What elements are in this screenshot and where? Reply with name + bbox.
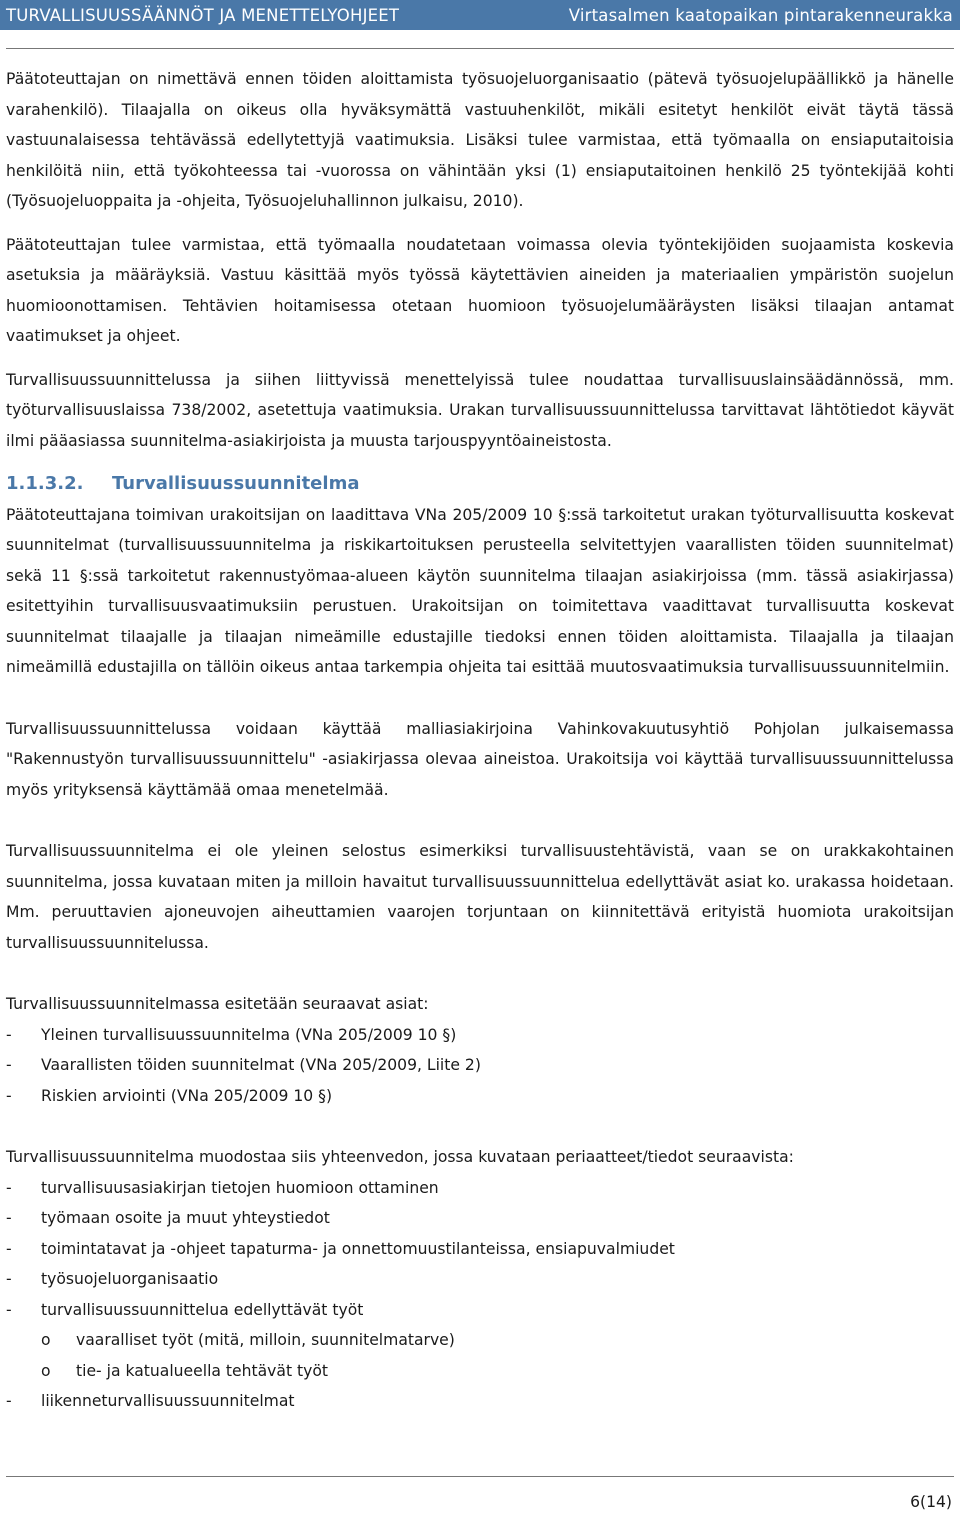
sub-list [6, 1325, 954, 1386]
page-number: 6(14) [910, 1493, 952, 1511]
header-project-name: Virtasalmen kaatopaikan pintarakenneurakka [568, 5, 953, 25]
sub-list-item: o vaaralliset työt (mitä, milloin, suunnitelmatarve) [41, 1331, 455, 1349]
paragraph-list-intro: Turvallisuussuunnitelmassa esitetään seuraavat asiat: [6, 995, 429, 1013]
plan-contents-list [6, 1020, 954, 1112]
paragraph-organisation: Päätoteuttajan on nimettävä ennen töiden aloittamista työsuojeluorganisaatio (pätevä työsuojelupäällikkö ja hänelle varahenkilö). Tilaajalla on oikeus olla hyväksymättä vastuuhenkilöt, mikäli esitetyt henkilöt eivät täytä tässä vastuunalaisessa tehtävässä edellytettyjä vaatimuksia. Lisäksi tulee varmistaa, että työmaalla on ensiaputaitoisia henkilöitä niin, että työkohteessa tai -vuorossa on vähintään yksi (1) ensiaputaitoinen henkilö 25 työntekijää kohti (Työsuojeluoppaita ja -ohjeita, Työsuojeluhallinnon julkaisu, 2010). [6, 70, 954, 210]
list-item: - liikenneturvallisuussuunnitelmat [6, 1392, 295, 1410]
paragraph-regulations: Päätoteuttajan tulee varmistaa, että työmaalla noudatetaan voimassa olevia työntekijöiden suojaamista koskevia asetuksia ja määräyksiä. Vastuu käsittää myös työssä käytettävien aineiden ja materiaalien ympäristön suojelun huomioonottamisen. Tehtävien hoitamisessa otetaan huomioon työsuojelumääräysten lisäksi tilaajan antamat vaatimukset ja ohjeet. [6, 235, 954, 345]
footer-divider [6, 1476, 954, 1477]
sub-list-item: o tie- ja katualueella tehtävät työt [41, 1361, 329, 1380]
list-item: - Vaarallisten töiden suunnitelmat (VNa 205/2009, Liite 2) [6, 1056, 481, 1074]
paragraph-legislation: Turvallisuussuunnittelussa ja siihen liittyvissä menettelyissä tulee noudattaa turvallisuuslainsäädännössä, mm. työturvallisuuslaissa 738/2002, asetettuja vaatimuksia. Urakan turvallisuussuunnittelussa tarvittavat lähtötiedot käyvät ilmi pääasiassa suunnitelma-asiakirjoista ja muusta tarjouspyyntöaineistosta. [6, 370, 954, 450]
paragraph-main-contractor: Päätoteuttajana toimivan urakoitsijan on laadittava VNa 205/2009 10 §:ssä tarkoitetut urakan työturvallisuutta koskevat suunnitelmat (turvallisuussuunnitelma ja riskikartoituksen perusteella selvitettyjen vaarallisten töiden suunnitelmat) sekä 11 §:ssä tarkoitetut rakennustyömaa-alueen käytön suunnitelma tilaajan asiakirjoissa (mm. tässä asiakirjassa) esitettyihin turvallisuusvaatimuksiin perustuen. Urakoitsijan on toimitettava vaadittavat turvallisuutta koskevat suunnitelmat tilaajalle ja tilaajan nimeämille edustajille tiedoksi ennen töiden aloittamista. Tilaajalla ja tilaajan nimeämillä edustajilla on tällöin oikeus antaa tarkempia ohjeita tai esittää muutosvaatimuksia turvallisuussuunnitelmiin. [6, 505, 954, 676]
list-item: - työsuojeluorganisaatio [6, 1270, 219, 1288]
paragraph-plan-definition: Turvallisuussuunnitelma ei ole yleinen selostus esimerkiksi turvallisuustehtävistä, vaan se on urakkakohtainen suunnitelma, jossa kuvataan miten ja milloin havaitut turvallisuussuunnittelua edellyttävät asiat ko. urakassa hoidetaan. Mm. peruuttavien ajoneuvojen aiheuttamien vaarojen torjuntaan on kiinnitettävä erityistä huomiota urakoitsijan turvallisuussuunnitelussa. [6, 842, 954, 952]
list-item: - turvallisuussuunnittelua edellyttävät työt [6, 1300, 364, 1319]
list-item: - turvallisuusasiakirjan tietojen huomioon ottaminen [6, 1178, 439, 1197]
principles-list [6, 1173, 954, 1326]
section-heading [6, 469, 954, 500]
header-divider [6, 48, 954, 49]
list-item: - työmaan osoite ja muut yhteystiedot [6, 1209, 330, 1227]
principles-list-end [6, 1386, 954, 1417]
paragraph-summary-intro: Turvallisuussuunnitelma muodostaa siis yhteenvedon, jossa kuvataan periaatteet/tiedot seuraavista: [6, 1148, 794, 1166]
document-body [6, 64, 954, 1417]
header-title: TURVALLISUUSSÄÄNNÖT JA MENETTELYOHJEET [6, 5, 400, 25]
list-item: - Riskien arviointi (VNa 205/2009 10 §) [6, 1086, 333, 1105]
paragraph-templates: Turvallisuussuunnittelussa voidaan käyttää malliasiakirjoina Vahinkovakuutusyhtiö Pohjolan julkaisemassa "Rakennustyön turvallisuussuunnittelu" -asiakirjassa olevaa aineistoa. Urakoitsija voi käyttää turvallisuussuunnittelussa myös yrityksensä käyttämää omaa menetelmää. [6, 719, 954, 799]
list-item: - Yleinen turvallisuussuunnitelma (VNa 205/2009 10 §) [6, 1025, 457, 1044]
section-number: 1.1.3.2. [6, 473, 84, 494]
document-header [0, 0, 960, 30]
list-item: - toimintatavat ja -ohjeet tapaturma- ja onnettomuustilanteissa, ensiapuvalmiudet [6, 1239, 675, 1258]
section-title: Turvallisuussuunnitelma [112, 473, 360, 494]
